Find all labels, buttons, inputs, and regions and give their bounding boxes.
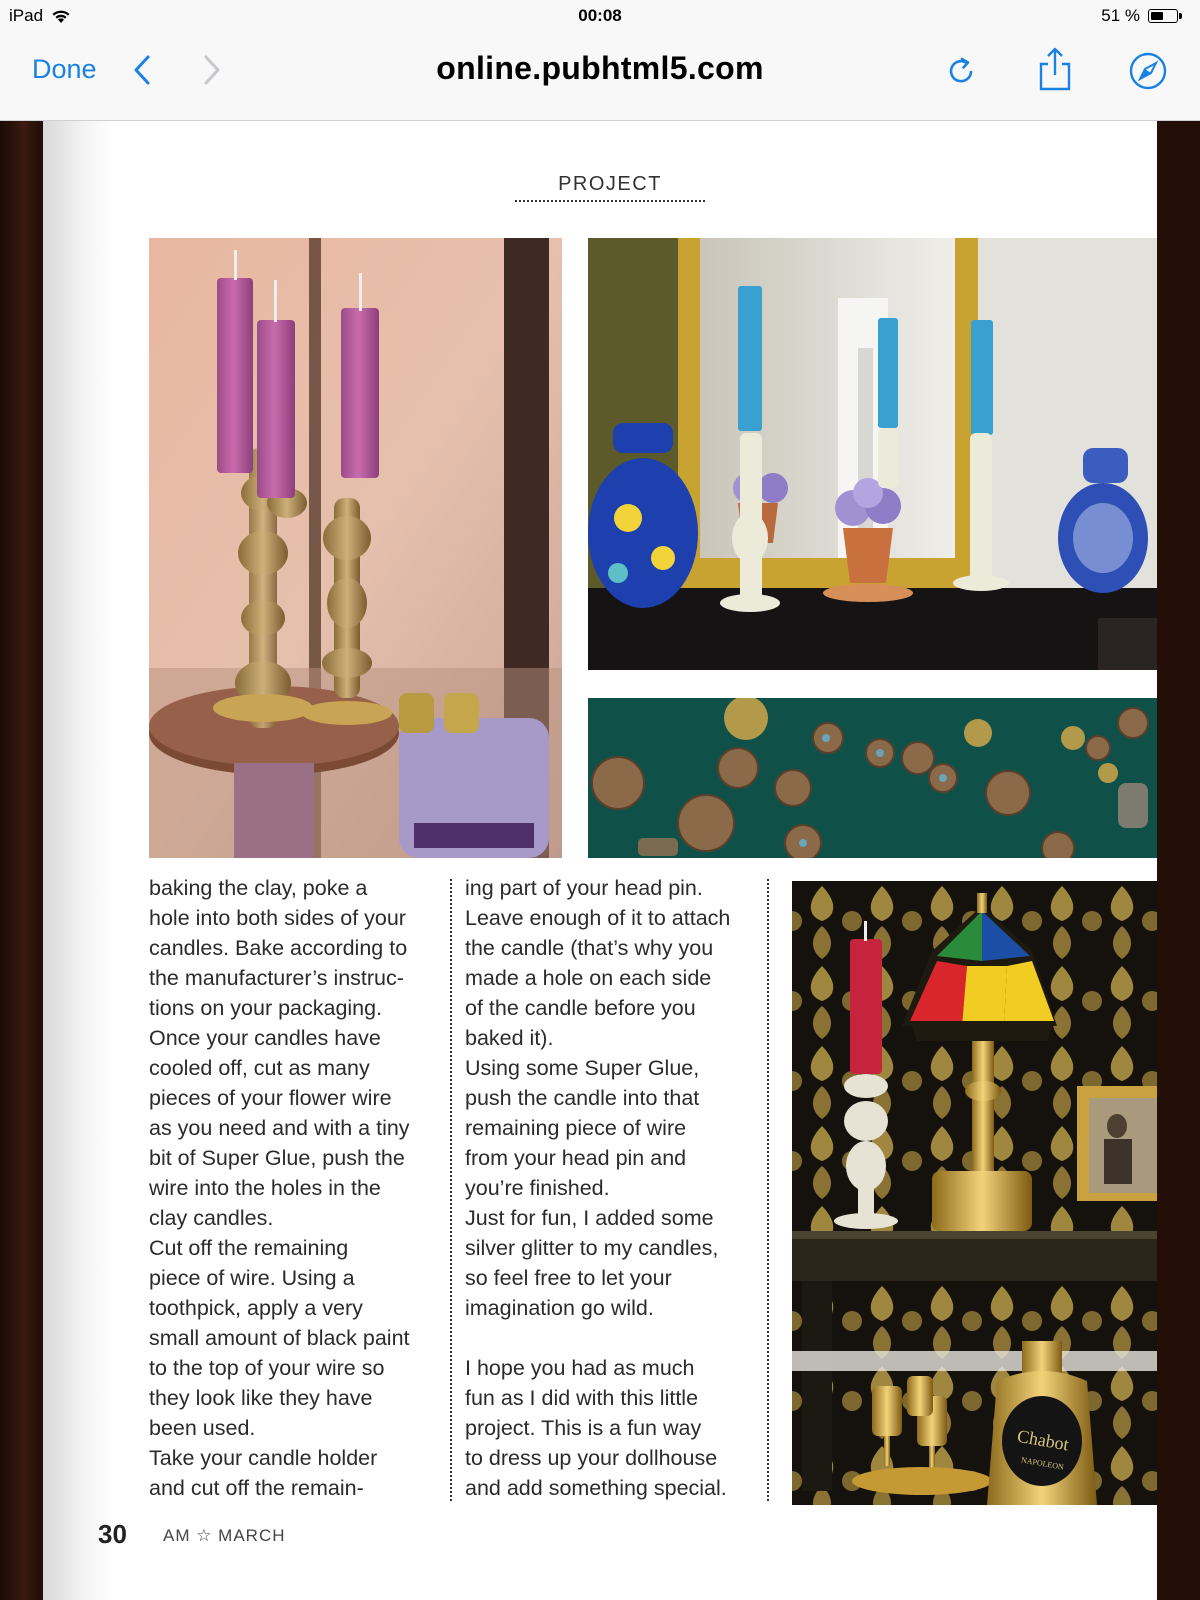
forward-icon[interactable] (198, 52, 226, 88)
address-field[interactable]: online.pubhtml5.com (436, 50, 764, 86)
column-divider-2 (767, 879, 769, 1501)
bottle-label: Chabot (1015, 1425, 1071, 1455)
browser-toolbar (0, 32, 1200, 121)
section-label: PROJECT (515, 173, 705, 202)
photo-red-candle-lamp (792, 881, 1157, 1505)
flipbook-viewer[interactable] (0, 121, 1200, 1600)
page-number: 30 (98, 1519, 127, 1549)
article-column-2: ing part of your head pin. Leave enough of it to attach the candle (that’s why you made a hole on each side of the candle before you baked it). Using some Super Glue, push the candle into that remaining piece of wire from your head pin and you’re finished. Just for fun, I added some silver glitter to my candles, so feel free to let your imagination go wild. I hope you had as much fun as I did with this little project. This is a fun way to dress up your dollhouse and add something special. (465, 876, 731, 1500)
battery-percent: 51 % (1101, 6, 1140, 25)
column-divider-1 (450, 879, 452, 1501)
status-right (1101, 6, 1178, 26)
share-icon[interactable] (1036, 46, 1074, 92)
compass-icon[interactable] (1128, 51, 1168, 91)
issue-footer: AM ☆ MARCH (163, 1526, 286, 1545)
article-column-1: baking the clay, poke a hole into both sides of your candles. Bake according to the manufacturer’s instruc- tions on your packaging. Once your candles have cooled off, cut as many pieces of your flower wire as you need and with a tiny bit of Super Glue, push the wire into the holes in the clay candles. Cut off the remaining piece of wire. Using a toothpick, apply a very small amount of black paint to the top of your wire so they look like they have been used. Take your candle holder and cut off the remain- (149, 876, 410, 1500)
back-icon[interactable] (128, 52, 156, 88)
status-bar (0, 0, 1200, 32)
magazine-page[interactable] (43, 121, 1157, 1600)
bottle-sublabel: NAPOLEON (1020, 1455, 1065, 1472)
page-gutter-shadow (43, 121, 113, 1600)
photo-pink-candles (149, 238, 562, 858)
done-button[interactable]: Done (32, 54, 97, 84)
reload-icon[interactable] (944, 54, 978, 88)
photo-bead-caps (588, 698, 1157, 858)
battery-icon (1148, 9, 1178, 23)
device-label: iPad (9, 6, 44, 25)
photo-blue-candles (588, 238, 1157, 670)
battery-fill (1151, 12, 1163, 20)
clock: 00:08 (578, 6, 622, 25)
